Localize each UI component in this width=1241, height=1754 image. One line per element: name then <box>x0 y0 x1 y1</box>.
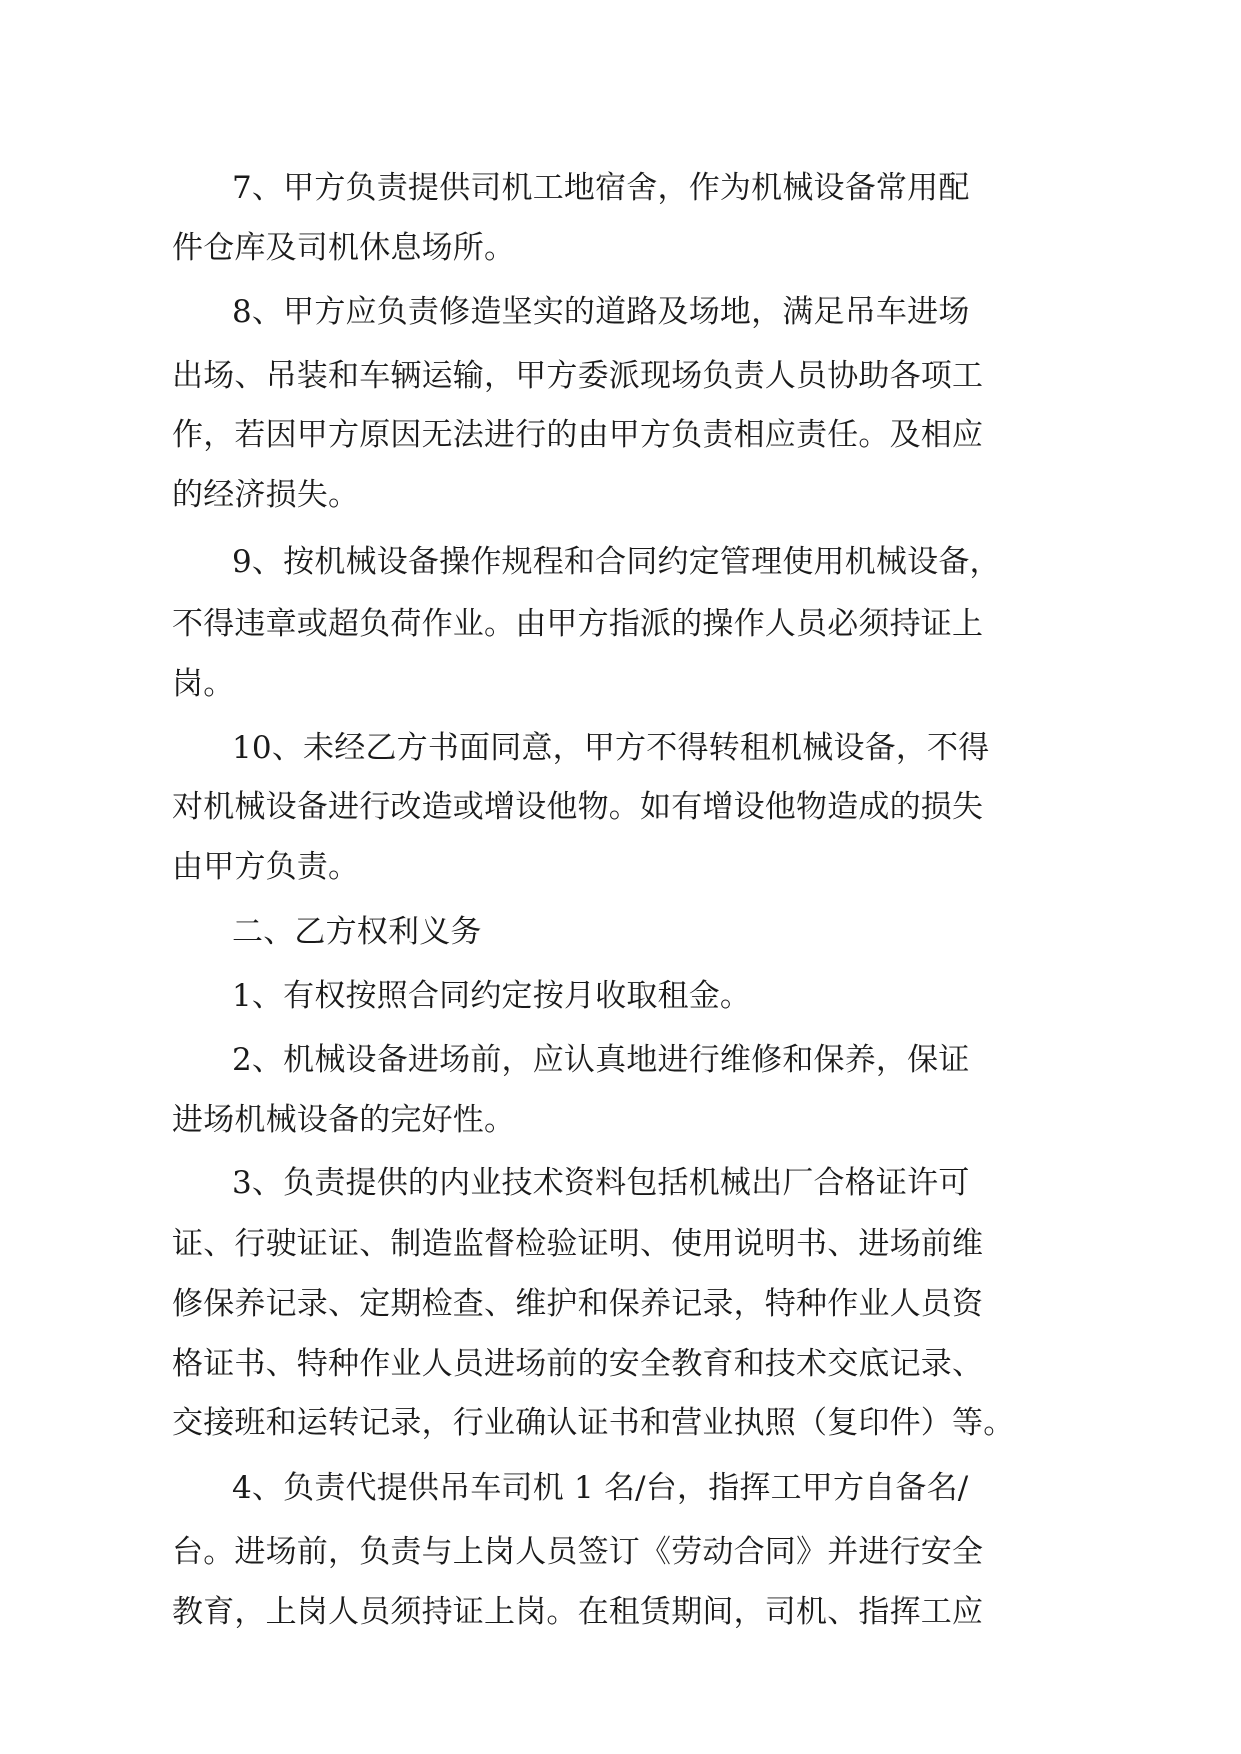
text-line-content: 交接班和运转记录，行业确认证书和营业执照（复印件）等。 <box>172 1405 1015 1441</box>
section-heading <box>0 902 1241 962</box>
text-line-content: 10、未经乙方书面同意，甲方不得转租机械设备，不得 <box>232 730 990 766</box>
text-line <box>0 1582 1241 1642</box>
text-line <box>0 1214 1241 1274</box>
text-line-content: 9、按机械设备操作规程和合同约定管理使用机械设备， <box>232 544 1001 580</box>
text-line <box>0 158 1241 218</box>
text-line-content: 修保养记录、定期检查、维护和保养记录，特种作业人员资 <box>172 1286 984 1322</box>
text-line-content: 教育，上岗人员须持证上岗。在租赁期间，司机、指挥工应 <box>172 1594 984 1630</box>
text-line-content: 格证书、特种作业人员进场前的安全教育和技术交底记录、 <box>172 1346 984 1382</box>
text-line <box>0 532 1241 592</box>
section-heading-text: 二、乙方权利义务 <box>232 914 482 950</box>
text-line <box>0 282 1241 342</box>
text-line-content: 的经济损失。 <box>172 477 360 513</box>
text-line <box>0 1522 1241 1582</box>
text-line-content: 证、行驶证证、制造监督检验证明、使用说明书、进场前维 <box>172 1226 984 1262</box>
text-line <box>0 777 1241 837</box>
text-line <box>0 1393 1241 1453</box>
text-line <box>0 718 1241 778</box>
text-line <box>0 1274 1241 1334</box>
text-line-content: 对机械设备进行改造或增设他物。如有增设他物造成的损失 <box>172 789 984 825</box>
text-line-content: 作，若因甲方原因无法进行的由甲方负责相应责任。及相应 <box>172 417 984 453</box>
text-line-content: 台。进场前，负责与上岗人员签订《劳动合同》并进行安全 <box>172 1534 984 1570</box>
text-line <box>0 837 1241 897</box>
text-line-content: 件仓库及司机休息场所。 <box>172 230 516 266</box>
text-line <box>0 1090 1241 1150</box>
text-line-content: 2、机械设备进场前，应认真地进行维修和保养，保证 <box>232 1042 970 1078</box>
text-line-content: 8、甲方应负责修造坚实的道路及场地，满足吊车进场 <box>232 294 970 330</box>
text-line-content: 1、有权按照合同约定按月收取租金。 <box>232 978 752 1014</box>
text-line-content: 4、负责代提供吊车司机 1 名/台，指挥工甲方自备名/ <box>232 1470 969 1506</box>
text-line <box>0 594 1241 654</box>
text-line <box>0 1153 1241 1213</box>
text-line-content: 出场、吊装和车辆运输，甲方委派现场负责人员协助各项工 <box>172 358 984 394</box>
text-line <box>0 1334 1241 1394</box>
text-line <box>0 1030 1241 1090</box>
text-line-content: 由甲方负责。 <box>172 849 360 885</box>
text-line <box>0 346 1241 406</box>
text-line-content: 进场机械设备的完好性。 <box>172 1102 516 1138</box>
text-line-content: 岗。 <box>172 666 235 702</box>
text-line-content: 7、甲方负责提供司机工地宿舍，作为机械设备常用配 <box>232 170 970 206</box>
text-line <box>0 654 1241 714</box>
text-line-content: 不得违章或超负荷作业。由甲方指派的操作人员必须持证上 <box>172 606 984 642</box>
text-line <box>0 465 1241 525</box>
text-line <box>0 1458 1241 1518</box>
text-line-content: 3、负责提供的内业技术资料包括机械出厂合格证许可 <box>232 1165 970 1201</box>
text-line <box>0 218 1241 278</box>
text-line <box>0 405 1241 465</box>
text-line <box>0 966 1241 1026</box>
